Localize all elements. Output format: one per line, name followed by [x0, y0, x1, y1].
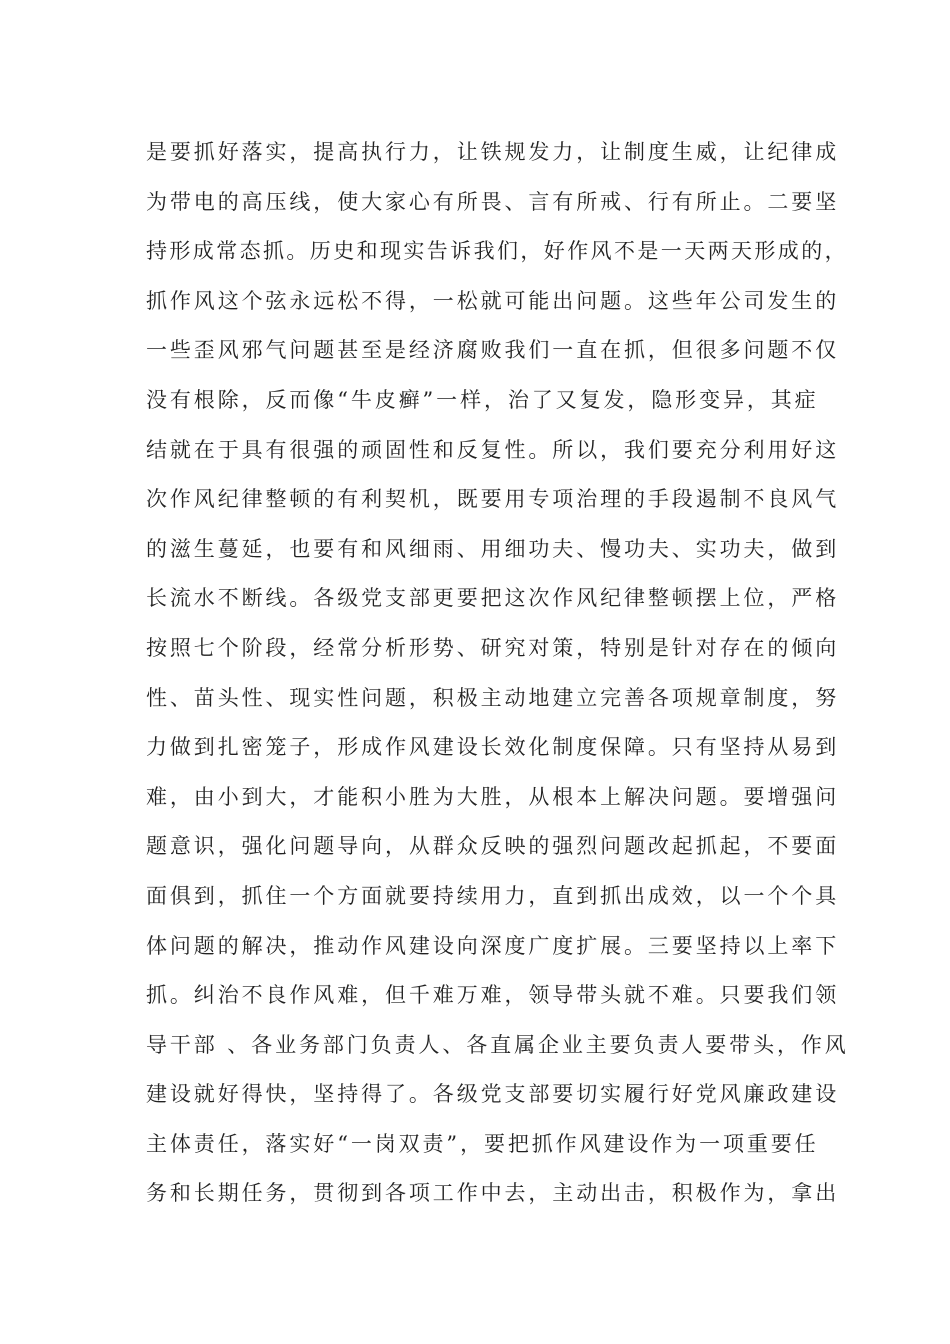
- text-line: 性、苗头性、现实性问题，积极主动地建立完善各项规章制度，努: [146, 685, 840, 710]
- text-line: 抓作风这个弦永远松不得，一松就可能出问题。这些年公司发生的: [146, 288, 840, 313]
- text-line: 题意识，强化问题导向，从群众反映的强烈问题改起抓起，不要面: [146, 834, 840, 859]
- text-line: 导干部 、各业务部门负责人、各直属企业主要负责人要带头，作风: [146, 1032, 849, 1057]
- text-line: 务和长期任务，贯彻到各项工作中去，主动出击，积极作为，拿出: [146, 1181, 840, 1206]
- text-line: 按照七个阶段，经常分析形势、研究对策，特别是针对存在的倾向: [146, 635, 840, 660]
- text-line: 抓。纠治不良作风难，但千难万难，领导带头就不难。只要我们领: [146, 983, 840, 1008]
- text-line: 一些歪风邪气问题甚至是经济腐败我们一直在抓，但很多问题不仅: [146, 338, 840, 363]
- text-line: 为带电的高压线，使大家心有所畏、言有所戒、行有所止。二要坚: [146, 189, 840, 214]
- text-line: 力做到扎密笼子，形成作风建设长效化制度保障。只有坚持从易到: [146, 735, 840, 760]
- body-text: [146, 128, 849, 1219]
- text-line: 次作风纪律整顿的有利契机，既要用专项治理的手段遏制不良风气: [146, 487, 840, 512]
- text-line: 主体责任，落实好“一岗双责”，要把抓作风建设作为一项重要任: [146, 1131, 819, 1156]
- text-line: 体问题的解决，推动作风建设向深度广度扩展。三要坚持以上率下: [146, 933, 840, 958]
- text-line: 没有根除，反而像“牛皮癣”一样，治了又复发，隐形变异，其症: [146, 387, 819, 412]
- text-line: 的滋生蔓延，也要有和风细雨、用细功夫、慢功夫、实功夫，做到: [146, 536, 840, 561]
- text-line: 难，由小到大，才能积小胜为大胜，从根本上解决问题。要增强问: [146, 784, 840, 809]
- text-line: 面俱到，抓住一个方面就要持续用力，直到抓出成效，以一个个具: [146, 883, 840, 908]
- text-line: 长流水不断线。各级党支部更要把这次作风纪律整顿摆上位，严格: [146, 586, 840, 611]
- text-line: 结就在于具有很强的顽固性和反复性。所以，我们要充分利用好这: [146, 437, 840, 462]
- text-line: 持形成常态抓。历史和现实告诉我们，好作风不是一天两天形成的，: [146, 239, 848, 264]
- text-line: 建设就好得快，坚持得了。各级党支部要切实履行好党风廉政建设: [146, 1082, 840, 1107]
- text-line: 是要抓好落实，提高执行力，让铁规发力，让制度生威，让纪律成: [146, 140, 840, 164]
